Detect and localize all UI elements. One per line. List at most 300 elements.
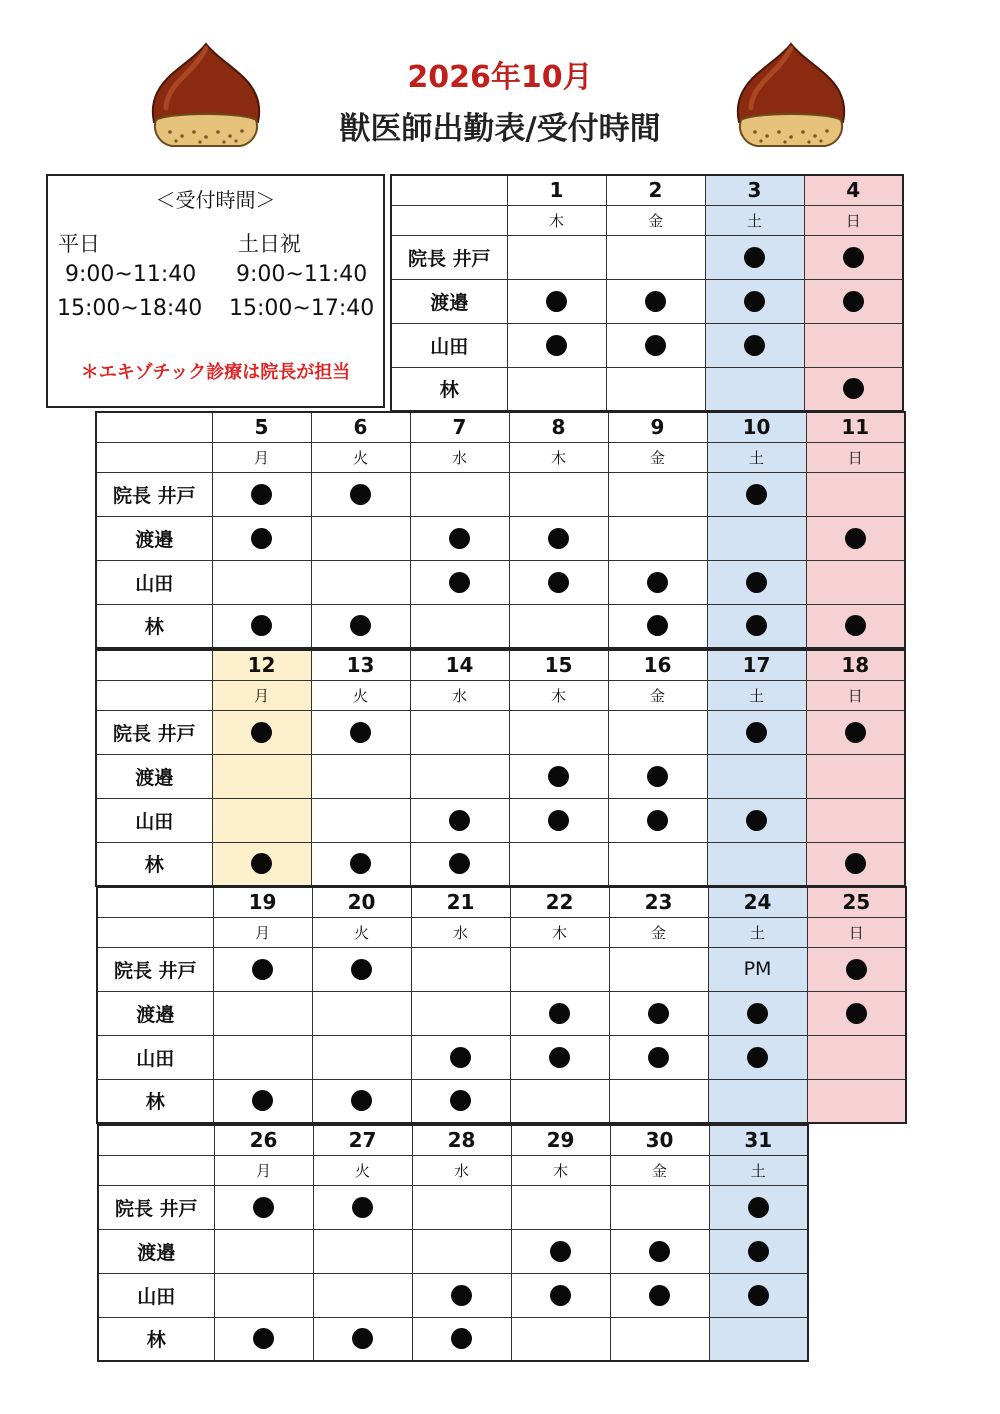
- on-duty-dot-icon: [748, 1197, 769, 1218]
- on-duty-dot-icon: [449, 572, 470, 593]
- doctor-name: 院長 井戸: [112, 722, 196, 745]
- on-duty-dot-icon: [748, 1241, 769, 1262]
- schedule-cell: [608, 798, 707, 842]
- weekday-cell: [213, 917, 312, 947]
- on-duty-dot-icon: [352, 1197, 373, 1218]
- day-number-cell: [606, 175, 705, 205]
- doctor-name: 院長 井戸: [112, 484, 196, 507]
- on-duty-dot-icon: [549, 1003, 570, 1024]
- schedule-cell: [214, 1185, 313, 1229]
- weekday-label: 土: [750, 1161, 766, 1180]
- weekday-cell: [804, 205, 903, 235]
- schedule-cell: [610, 1229, 709, 1273]
- day-number: 6: [353, 415, 368, 440]
- schedule-cell: [510, 1035, 609, 1079]
- weekday-cell: [311, 442, 410, 472]
- schedule-cell: [213, 1035, 312, 1079]
- schedule-cell: [312, 991, 411, 1035]
- schedule-cell: [608, 516, 707, 560]
- day-number: 8: [551, 415, 566, 440]
- weekday-cell: [705, 205, 804, 235]
- doctor-row: [97, 1035, 906, 1079]
- doctor-name-cell: [391, 235, 507, 279]
- weekday-label: 金: [649, 686, 665, 705]
- on-duty-dot-icon: [846, 959, 867, 980]
- on-duty-dot-icon: [549, 1047, 570, 1068]
- day-number: 20: [347, 890, 376, 915]
- doctor-name-cell: [96, 604, 212, 648]
- weekday-label: 火: [352, 448, 368, 467]
- header-blank-cell: [98, 1125, 214, 1155]
- schedule-cell: [212, 560, 311, 604]
- on-duty-dot-icon: [748, 1285, 769, 1306]
- on-duty-dot-icon: [451, 1328, 472, 1349]
- weekday-cell: [507, 205, 606, 235]
- weekday-cell: [212, 680, 311, 710]
- schedule-cell: [709, 1273, 808, 1317]
- day-number: 3: [747, 178, 762, 203]
- weekday-cell: [411, 917, 510, 947]
- day-number: 4: [846, 178, 861, 203]
- doctor-row: [96, 604, 905, 648]
- day-number: 19: [248, 890, 277, 915]
- on-duty-dot-icon: [253, 1328, 274, 1349]
- weekday-label: 日: [848, 923, 864, 942]
- schedule-cell: [707, 754, 806, 798]
- day-number-cell: [312, 887, 411, 917]
- schedule-cell: [708, 991, 807, 1035]
- day-number-cell: [213, 887, 312, 917]
- day-number-cell: [313, 1125, 412, 1155]
- on-duty-dot-icon: [351, 959, 372, 980]
- title-main: 獣医師出勤表/受付時間: [339, 111, 661, 147]
- doctor-row: [391, 367, 903, 411]
- day-number-cell: [608, 650, 707, 680]
- on-duty-dot-icon: [546, 291, 567, 312]
- doctor-name: 山田: [137, 1285, 176, 1308]
- weekday-label: 日: [847, 686, 863, 705]
- schedule-cell: [608, 754, 707, 798]
- on-duty-dot-icon: [843, 291, 864, 312]
- on-duty-dot-icon: [253, 1197, 274, 1218]
- on-duty-dot-icon: [845, 853, 866, 874]
- doctor-name: 山田: [135, 572, 174, 595]
- on-duty-dot-icon: [450, 1047, 471, 1068]
- schedule-cell: [214, 1317, 313, 1361]
- schedule-cell: [509, 754, 608, 798]
- header-blank-cell: [97, 887, 213, 917]
- weekday-cell: [511, 1155, 610, 1185]
- day-number: 24: [743, 890, 772, 915]
- schedule-cell: [311, 472, 410, 516]
- schedule-cell: [212, 710, 311, 754]
- on-duty-dot-icon: [548, 766, 569, 787]
- schedule-cell: [411, 991, 510, 1035]
- header-blank-cell: [96, 442, 212, 472]
- doctor-name-cell: [96, 798, 212, 842]
- duty-text: PM: [743, 958, 772, 980]
- schedule-cell: [804, 235, 903, 279]
- weekday-label: 金: [649, 448, 665, 467]
- day-number-cell: [707, 650, 806, 680]
- schedule-cell: [707, 710, 806, 754]
- schedule-cell: [806, 516, 905, 560]
- on-duty-dot-icon: [647, 810, 668, 831]
- schedule-cell: [411, 947, 510, 991]
- doctor-name-cell: [98, 1273, 214, 1317]
- on-duty-dot-icon: [845, 722, 866, 743]
- on-duty-dot-icon: [744, 335, 765, 356]
- doctor-name: 渡邉: [135, 766, 174, 789]
- on-duty-dot-icon: [843, 378, 864, 399]
- on-duty-dot-icon: [350, 484, 371, 505]
- schedule-cell: [313, 1273, 412, 1317]
- schedule-cell: [509, 710, 608, 754]
- on-duty-dot-icon: [846, 1003, 867, 1024]
- doctor-name: 渡邉: [136, 1003, 175, 1026]
- weekday-label: 平日: [58, 232, 100, 256]
- schedule-cell: [807, 947, 906, 991]
- day-number-cell: [311, 650, 410, 680]
- day-number-cell: [214, 1125, 313, 1155]
- on-duty-dot-icon: [451, 1285, 472, 1306]
- weekday-label: 木: [548, 211, 564, 230]
- weekday-label: 水: [451, 686, 467, 705]
- day-number: 28: [447, 1128, 476, 1153]
- on-duty-dot-icon: [548, 528, 569, 549]
- schedule-cell: [509, 472, 608, 516]
- weekday-label: 木: [552, 1161, 568, 1180]
- doctor-row: [98, 1229, 808, 1273]
- on-duty-dot-icon: [550, 1285, 571, 1306]
- schedule-cell: [804, 279, 903, 323]
- on-duty-dot-icon: [746, 615, 767, 636]
- schedule-cell: [313, 1185, 412, 1229]
- schedule-cell: [412, 1273, 511, 1317]
- doctor-name-cell: [96, 710, 212, 754]
- doctor-name: 渡邉: [135, 528, 174, 551]
- header-blank-cell: [391, 205, 507, 235]
- weekday-label: 木: [551, 923, 567, 942]
- weekday-label: 木: [550, 448, 566, 467]
- schedule-cell: [707, 560, 806, 604]
- on-duty-dot-icon: [350, 722, 371, 743]
- schedule-cell: [807, 1079, 906, 1123]
- week-table-3: [95, 649, 906, 887]
- day-number-cell: [212, 412, 311, 442]
- schedule-cell: [212, 516, 311, 560]
- doctor-row: [391, 323, 903, 367]
- weekday-label: 月: [255, 1161, 271, 1180]
- on-duty-dot-icon: [746, 810, 767, 831]
- day-number-cell: [807, 887, 906, 917]
- header-blank-cell: [391, 175, 507, 205]
- holiday-morning-hours: 9:00~11:40: [236, 262, 368, 287]
- doctor-name-cell: [96, 472, 212, 516]
- schedule-cell: [311, 604, 410, 648]
- schedule-cell: [606, 235, 705, 279]
- day-number-cell: [311, 412, 410, 442]
- schedule-cell: [410, 842, 509, 886]
- on-duty-dot-icon: [251, 722, 272, 743]
- on-duty-dot-icon: [645, 335, 666, 356]
- schedule-cell: [510, 947, 609, 991]
- weekday-label: 土: [746, 211, 762, 230]
- on-duty-dot-icon: [352, 1328, 373, 1349]
- on-duty-dot-icon: [550, 1241, 571, 1262]
- schedule-cell: [311, 560, 410, 604]
- schedule-cell: [806, 754, 905, 798]
- doctor-row: [97, 991, 906, 1035]
- on-duty-dot-icon: [548, 810, 569, 831]
- on-duty-dot-icon: [747, 1003, 768, 1024]
- doctor-row: [98, 1273, 808, 1317]
- header-blank-cell: [98, 1155, 214, 1185]
- day-number-cell: [707, 412, 806, 442]
- week-table-2: [95, 411, 906, 649]
- holiday-afternoon-hours: 15:00~17:40: [229, 296, 375, 321]
- on-duty-dot-icon: [747, 1047, 768, 1068]
- on-duty-dot-icon: [251, 484, 272, 505]
- schedule-cell: [411, 1035, 510, 1079]
- doctor-name: 院長 井戸: [114, 1197, 198, 1220]
- doctor-row: [96, 754, 905, 798]
- schedule-cell: [311, 516, 410, 560]
- doctor-name: 林: [439, 379, 459, 402]
- day-number: 27: [348, 1128, 377, 1153]
- doctor-row: [97, 947, 906, 991]
- doctor-name-cell: [96, 560, 212, 604]
- schedule-cell: [608, 604, 707, 648]
- on-duty-dot-icon: [449, 853, 470, 874]
- schedule-cell: [214, 1229, 313, 1273]
- doctor-name: 院長 井戸: [407, 247, 491, 270]
- on-duty-dot-icon: [746, 484, 767, 505]
- schedule-cell: [705, 235, 804, 279]
- schedule-cell: [507, 323, 606, 367]
- schedule-cell: [707, 516, 806, 560]
- weekday-cell: [807, 917, 906, 947]
- doctor-name-cell: [391, 367, 507, 411]
- day-number-cell: [212, 650, 311, 680]
- weekday-cell: [410, 442, 509, 472]
- schedule-cell: [705, 279, 804, 323]
- schedule-cell: [608, 842, 707, 886]
- schedule-cell: [212, 472, 311, 516]
- header-blank-cell: [96, 650, 212, 680]
- day-number-cell: [608, 412, 707, 442]
- schedule-cell: [606, 323, 705, 367]
- on-duty-dot-icon: [744, 291, 765, 312]
- week-table-1: [390, 174, 904, 412]
- schedule-cell: [507, 367, 606, 411]
- on-duty-dot-icon: [252, 1090, 273, 1111]
- schedule-cell: [806, 560, 905, 604]
- schedule-cell: [705, 323, 804, 367]
- day-number: 10: [742, 415, 771, 440]
- doctor-name-cell: [98, 1317, 214, 1361]
- weekday-label: 日: [847, 448, 863, 467]
- day-number: 9: [650, 415, 665, 440]
- day-number: 16: [643, 653, 672, 678]
- weekday-cell: [708, 917, 807, 947]
- schedule-cell: [709, 1317, 808, 1361]
- schedule-cell: [709, 1229, 808, 1273]
- weekday-label: 水: [452, 923, 468, 942]
- schedule-cell: [410, 516, 509, 560]
- doctor-name: 渡邉: [430, 291, 469, 314]
- weekday-label: 火: [353, 923, 369, 942]
- doctor-name-cell: [391, 279, 507, 323]
- doctor-name: 渡邉: [137, 1241, 176, 1264]
- on-duty-dot-icon: [548, 572, 569, 593]
- on-duty-dot-icon: [647, 615, 668, 636]
- schedule-cell: [412, 1229, 511, 1273]
- doctor-row: [391, 279, 903, 323]
- doctor-name: 山田: [136, 1047, 175, 1070]
- schedule-cell: [311, 710, 410, 754]
- day-number: 2: [648, 178, 663, 203]
- schedule-cell: [807, 991, 906, 1035]
- schedule-cell: [804, 323, 903, 367]
- weekday-cell: [509, 442, 608, 472]
- day-number: 1: [549, 178, 564, 203]
- doctor-row: [96, 798, 905, 842]
- weekday-morning-hours: 9:00~11:40: [65, 262, 197, 287]
- weekday-label: 土: [749, 923, 765, 942]
- on-duty-dot-icon: [251, 615, 272, 636]
- day-number-cell: [511, 1125, 610, 1155]
- header-blank-cell: [97, 917, 213, 947]
- on-duty-dot-icon: [843, 247, 864, 268]
- on-duty-dot-icon: [350, 853, 371, 874]
- schedule-cell: [511, 1229, 610, 1273]
- doctor-row: [96, 472, 905, 516]
- doctor-row: [96, 560, 905, 604]
- schedule-cell: [606, 279, 705, 323]
- day-number: 29: [546, 1128, 575, 1153]
- schedule-cell: [511, 1185, 610, 1229]
- doctor-name-cell: [97, 1035, 213, 1079]
- doctor-name: 林: [145, 1091, 165, 1114]
- day-number: 14: [445, 653, 474, 678]
- doctor-row: [96, 516, 905, 560]
- weekday-cell: [606, 205, 705, 235]
- schedule-cell: [608, 472, 707, 516]
- on-duty-dot-icon: [350, 615, 371, 636]
- exotic-note: ＊エキゾチック診療は院長が担当: [80, 362, 351, 383]
- on-duty-dot-icon: [449, 528, 470, 549]
- schedule-cell: [610, 1273, 709, 1317]
- schedule-cell: [212, 842, 311, 886]
- doctor-row: [98, 1317, 808, 1361]
- schedule-cell: [412, 1185, 511, 1229]
- hours-title: ＜受付時間＞: [155, 188, 276, 212]
- on-duty-dot-icon: [845, 615, 866, 636]
- doctor-row: [96, 842, 905, 886]
- doctor-name: 山田: [135, 810, 174, 833]
- schedule-cell: [610, 1317, 709, 1361]
- schedule-cell: [609, 991, 708, 1035]
- weekday-cell: [709, 1155, 808, 1185]
- schedule-cell: [509, 798, 608, 842]
- day-number-cell: [509, 412, 608, 442]
- schedule-cell: [708, 947, 807, 991]
- schedule-cell: [410, 472, 509, 516]
- weekday-cell: [510, 917, 609, 947]
- week-table-5: [97, 1124, 809, 1362]
- on-duty-dot-icon: [845, 528, 866, 549]
- schedule-cell: [510, 991, 609, 1035]
- weekday-cell: [410, 680, 509, 710]
- schedule-cell: [609, 947, 708, 991]
- on-duty-dot-icon: [450, 1090, 471, 1111]
- day-number-cell: [806, 650, 905, 680]
- schedule-cell: [411, 1079, 510, 1123]
- day-number: 25: [842, 890, 871, 915]
- schedule-cell: [412, 1317, 511, 1361]
- day-number: 31: [744, 1128, 773, 1153]
- schedule-cell: [214, 1273, 313, 1317]
- on-duty-dot-icon: [744, 247, 765, 268]
- header-blank-cell: [96, 412, 212, 442]
- weekday-label: 木: [550, 686, 566, 705]
- weekday-label: 月: [253, 448, 269, 467]
- on-duty-dot-icon: [649, 1241, 670, 1262]
- weekday-cell: [509, 680, 608, 710]
- schedule-cell: [708, 1079, 807, 1123]
- schedule-cell: [509, 604, 608, 648]
- schedule-cell: [509, 842, 608, 886]
- weekday-cell: [313, 1155, 412, 1185]
- day-number: 18: [841, 653, 870, 678]
- schedule-cell: [806, 798, 905, 842]
- weekday-label: 火: [352, 686, 368, 705]
- schedule-cell: [507, 279, 606, 323]
- doctor-name-cell: [98, 1229, 214, 1273]
- day-number: 17: [742, 653, 771, 678]
- schedule-cell: [313, 1317, 412, 1361]
- doctor-name: 林: [146, 1329, 166, 1352]
- day-number-cell: [705, 175, 804, 205]
- schedule-cell: [410, 710, 509, 754]
- schedule-cell: [509, 560, 608, 604]
- doctor-name-cell: [96, 754, 212, 798]
- schedule-cell: [609, 1079, 708, 1123]
- day-number: 30: [645, 1128, 674, 1153]
- day-number-cell: [412, 1125, 511, 1155]
- schedule-cell: [610, 1185, 709, 1229]
- day-number-cell: [410, 650, 509, 680]
- on-duty-dot-icon: [647, 572, 668, 593]
- day-number: 5: [254, 415, 269, 440]
- chestnut-icon: [733, 40, 849, 150]
- weekday-cell: [608, 442, 707, 472]
- weekday-label: 月: [253, 686, 269, 705]
- schedule-cell: [806, 842, 905, 886]
- schedule-cell: [213, 991, 312, 1035]
- day-number-cell: [410, 412, 509, 442]
- weekday-label: 土: [748, 448, 764, 467]
- doctor-row: [391, 235, 903, 279]
- weekday-cell: [806, 442, 905, 472]
- schedule-cell: [707, 842, 806, 886]
- schedule-cell: [705, 367, 804, 411]
- weekday-cell: [707, 680, 806, 710]
- on-duty-dot-icon: [251, 853, 272, 874]
- doctor-row: [97, 1079, 906, 1123]
- day-number-cell: [509, 650, 608, 680]
